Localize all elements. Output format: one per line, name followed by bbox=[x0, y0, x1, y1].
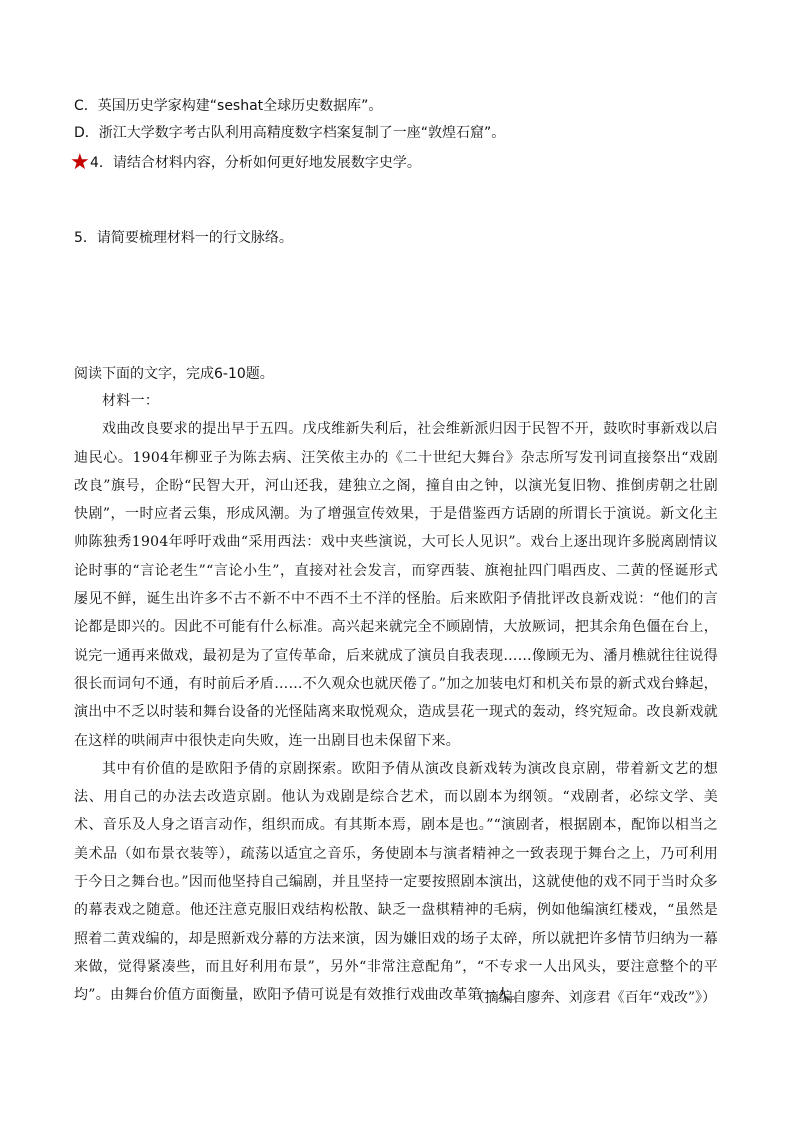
question-4: 4．请结合材料内容，分析如何更好地发展数字史学。 bbox=[90, 155, 421, 171]
reading-intro: 阅读下面的文字，完成6-10题。 bbox=[74, 366, 274, 382]
question-5: 5．请简要梳理材料一的行文脉络。 bbox=[74, 230, 293, 246]
source-citation: （摘编自廖奔、刘彦君《百年“戏改”》） bbox=[470, 990, 716, 1006]
option-c: C．英国历史学家构建“seshat全球历史数据库”。 bbox=[74, 98, 383, 114]
article-body bbox=[74, 387, 718, 1010]
paragraph-2: 其中有价值的是欧阳予倩的京剧探索。欧阳予倩从演改良新戏转为演改良京剧，带着新文艺的想法、用自己的办法去改造京剧。他认为戏剧是综合艺术，而以剧本为纲领。“戏剧者，必综文学、美术、音乐及人身之语言动作，组织而成。有其斯本焉，剧本是也。”“演剧者，根据剧本，配饰以相当之美术品（如布景衣装等），疏荡以适宜之音乐，务使剧本与演者精神之一致表现于舞台之上，乃可利用于今日之舞台也。”因而他坚持自己编剧，并且坚持一定要按照剧本演出，这就使他的戏不同于当时众多的幕表戏之随意。他还注意克服旧戏结构松散、缺乏一盘棋精神的毛病，例如他编演红楼戏，“虽然是照着二黄戏编的，却是照新戏分幕的方法来演，因为嫌旧戏的场子太碎，所以就把许多情节归纳为一幕来做，觉得紧凑些，而且好利用布景”，另外“非常注意配角”，“不专求一人出风头，要注意整个的平均”。由舞台价值方面衡量，欧阳予倩可说是有效推行戏曲改革第一人。 bbox=[74, 760, 718, 1004]
paragraph-1: 戏曲改良要求的提出早于五四。戊戌维新失利后，社会维新派归因于民智不开，鼓吹时事新戏以启迪民心。1904年柳亚子为陈去病、汪笑侬主办的《二十世纪大舞台》杂志所写发刊词直接祭出“戏剧改良”旗号，企盼“民智大开，河山还我，建独立之阁，撞自由之钟，以演光复旧物、推倒虏朝之壮剧快剧”，一时应者云集，形成风潮。为了增强宣传效果，于是借鉴西方话剧的所谓长于演说。新文化主帅陈独秀1904年呼吁戏曲“采用西法：戏中夹些演说，大可长人见识”。戏台上逐出现许多脱离剧情议论时事的“言论老生”“言论小生”，直接对社会发言，而穿西装、旗袍扯四门唱西皮、二黄的怪诞形式屡见不鲜，诞生出许多不古不新不中不西不土不洋的怪胎。后来欧阳予倩批评改良新戏说：“他们的言论都是即兴的。因此不可能有什么标准。高兴起来就完全不顾剧情，大放厥词，把其余角色僵在台上，说完一通再来做戏，最初是为了宣传革命，后来就成了演员自我表现……像顾无为、潘月樵就往往说得很长而词句不通，有时前后矛盾……不久观众也就厌倦了。”加之加装电灯和机关布景的新式戏台蜂起，演出中不乏以时装和舞台设备的光怪陆离来取悦观众，造成昙花一现式的轰动，终究短命。改良新戏就在这样的哄闹声中很快走向失败，连一出剧目也未保留下来。 bbox=[74, 421, 718, 749]
option-d: D．浙江大学数字考古队利用高精度数字档案复制了一座“敦煌石窟”。 bbox=[74, 125, 506, 141]
star-icon: ★ bbox=[70, 150, 90, 175]
material-label: 材料一： bbox=[102, 393, 160, 409]
